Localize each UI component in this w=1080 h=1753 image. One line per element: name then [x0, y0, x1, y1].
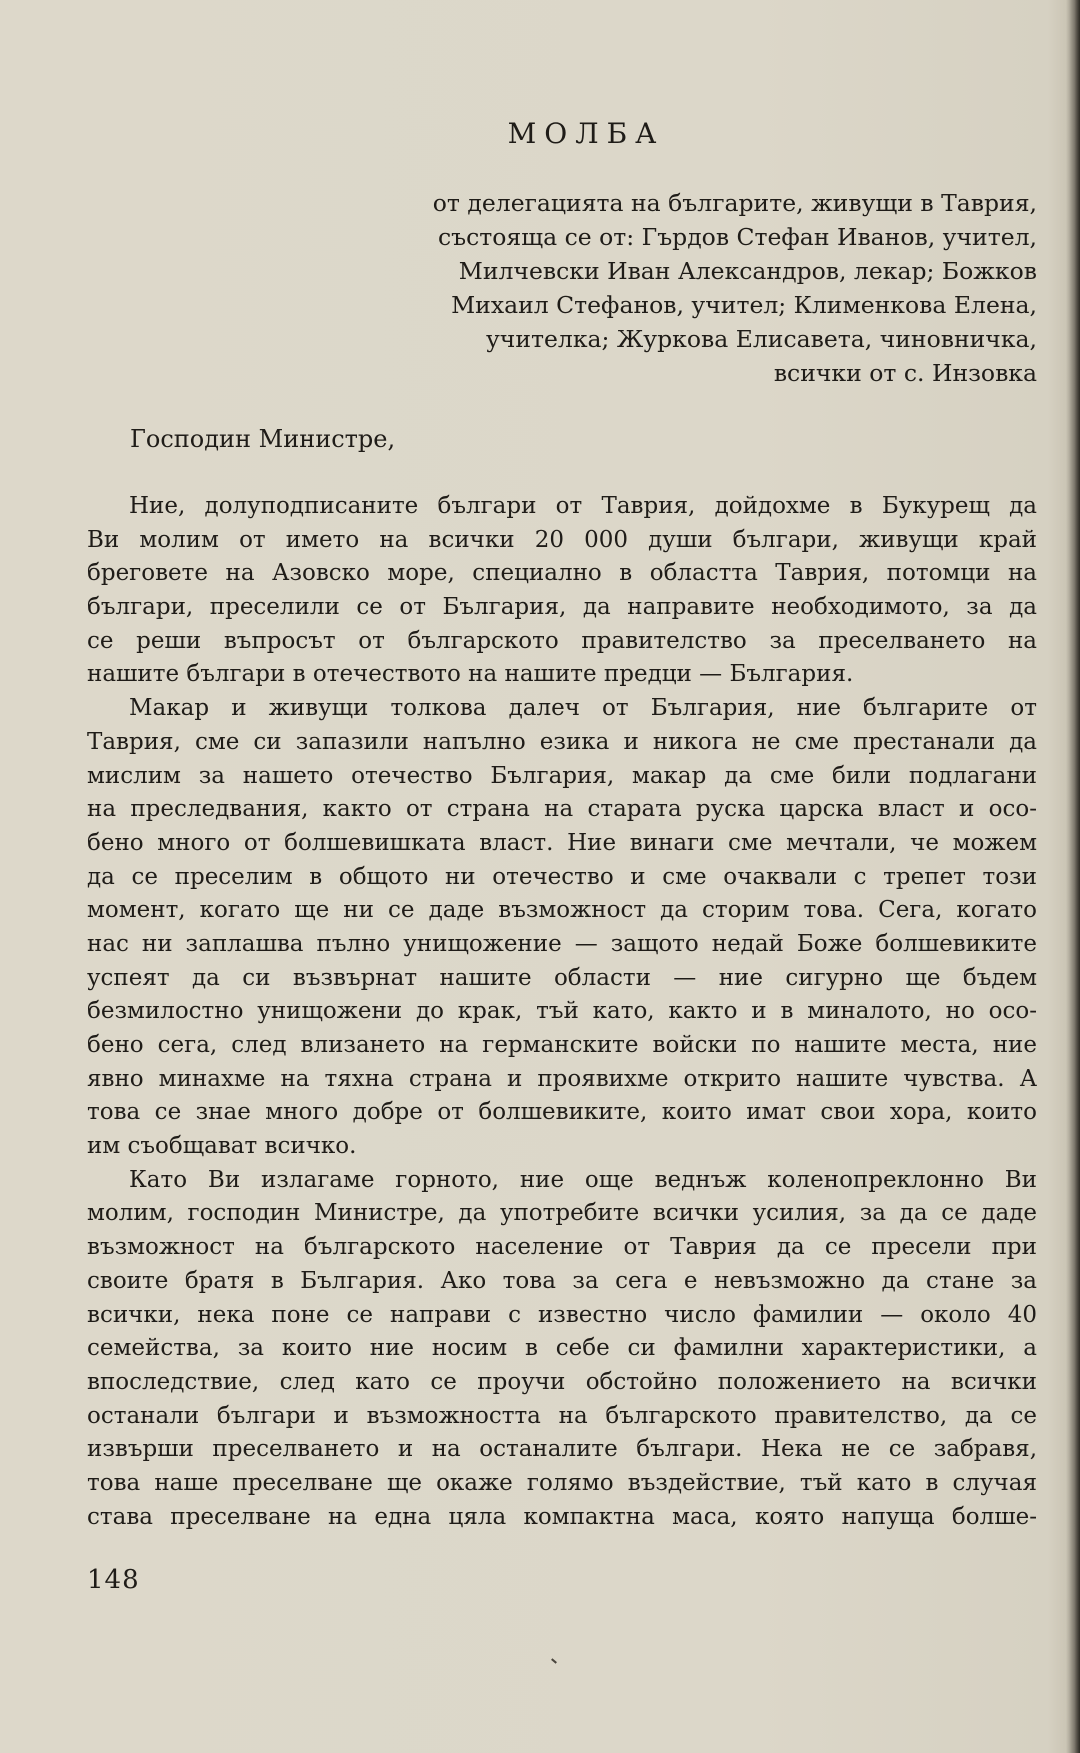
header-line: от делегацията на българите, живущи в Таврия, — [432, 189, 1037, 217]
salutation: Господин Министре, — [130, 425, 396, 453]
body-line: своите братя в България. Ако това за сега е невъзможно да стане за — [87, 1267, 1037, 1294]
print-smudge — [551, 1658, 557, 1663]
header-line: състояща се от: Гърдов Стефан Иванов, учител, — [438, 223, 1037, 251]
body-line: бено сега, след влизането на германските войски по нашите места, ние — [87, 1032, 1037, 1058]
document-title: МОЛБА — [507, 117, 665, 150]
body-line: им съобщават всичко. — [87, 1133, 357, 1160]
body-line: Ви молим от името на всички 20 000 души българи, живущи край — [87, 526, 1037, 553]
body-line: безмилостно унищожени до крак, тъй като, както и в миналото, но осо- — [87, 998, 1037, 1025]
body-line: молим, господин Министре, да употребите всички усилия, за да се даде — [87, 1200, 1037, 1227]
body-line: това наше преселване ще окаже голямо въздействие, тъй като в случая — [87, 1469, 1037, 1496]
page-number: 148 — [87, 1565, 140, 1595]
body-line: успеят да си възвърнат нашите области — ние сигурно ще бъдем — [87, 964, 1037, 991]
header-line: учителка; Журкова Елисавета, чиновничка, — [485, 325, 1037, 353]
body-line: бено много от болшевишката власт. Ние винаги сме мечтали, че можем — [87, 829, 1037, 856]
body-line: явно минахме на тяхна страна и проявихме открито нашите чувства. А — [87, 1065, 1037, 1092]
body-line: Таврия, сме си запазили напълно езика и никога не сме престанали да — [87, 728, 1037, 755]
body-line: Макар и живущи толкова далеч от България, ние българите от — [129, 695, 1037, 722]
body-line: да се преселим в общото ни отечество и сме очаквали с трепет този — [87, 863, 1037, 890]
body-line: семейства, за които ние носим в себе си фамилни характеристики, а — [87, 1335, 1037, 1362]
spine-shadow — [1066, 0, 1080, 1753]
header-line: Михаил Стефанов, учител; Клименкова Елена, — [451, 291, 1037, 319]
body-line: Като Ви излагаме горното, ние още веднъж коленопреклонно Ви — [129, 1166, 1037, 1193]
body-line: всички, нека поне се направи с известно число фамилии — около 40 — [87, 1301, 1037, 1328]
body-line: бреговете на Азовско море, специално в областта Таврия, потомци на — [87, 560, 1037, 587]
body-line: впоследствие, след като се проучи обстойно положението на всички — [87, 1368, 1037, 1395]
body-line: нас ни заплашва пълно унищожение — защото недай Боже болшевиките — [87, 930, 1037, 957]
body-line: момент, когато ще ни се даде възможност да сторим това. Сега, когато — [87, 897, 1037, 924]
petition-header — [337, 186, 1037, 390]
body-line: останали българи и възможността на българското правителство, да се — [87, 1402, 1037, 1429]
body-line: става преселване на една цяла компактна маса, която напуща болше- — [87, 1503, 1037, 1530]
body-line: това се знае много добре от болшевиките, които имат свои хора, които — [87, 1099, 1037, 1126]
header-line: Милчевски Иван Александров, лекар; Божков — [458, 257, 1037, 285]
body-line: възможност на българското население от Таврия да се пресели при — [87, 1234, 1037, 1261]
body-line: извърши преселването и на останалите българи. Нека не се забравя, — [87, 1436, 1037, 1463]
body-line: мислим за нашето отечество България, макар да сме били подлагани — [87, 762, 1037, 789]
body-line: Ние, долуподписаните българи от Таврия, дойдохме в Букурещ да — [129, 493, 1037, 519]
body-line: се реши въпросът от българското правителство за преселването на — [87, 627, 1037, 654]
body-text — [87, 490, 1037, 1534]
body-line: българи, преселили се от България, да направите необходимото, за да — [87, 594, 1037, 621]
body-line: на преследвания, както от страна на старата руска царска власт и осо- — [87, 796, 1037, 823]
header-line: всички от с. Инзовка — [773, 359, 1037, 387]
body-line: нашите българи в отечеството на нашите предци — България. — [87, 661, 854, 688]
